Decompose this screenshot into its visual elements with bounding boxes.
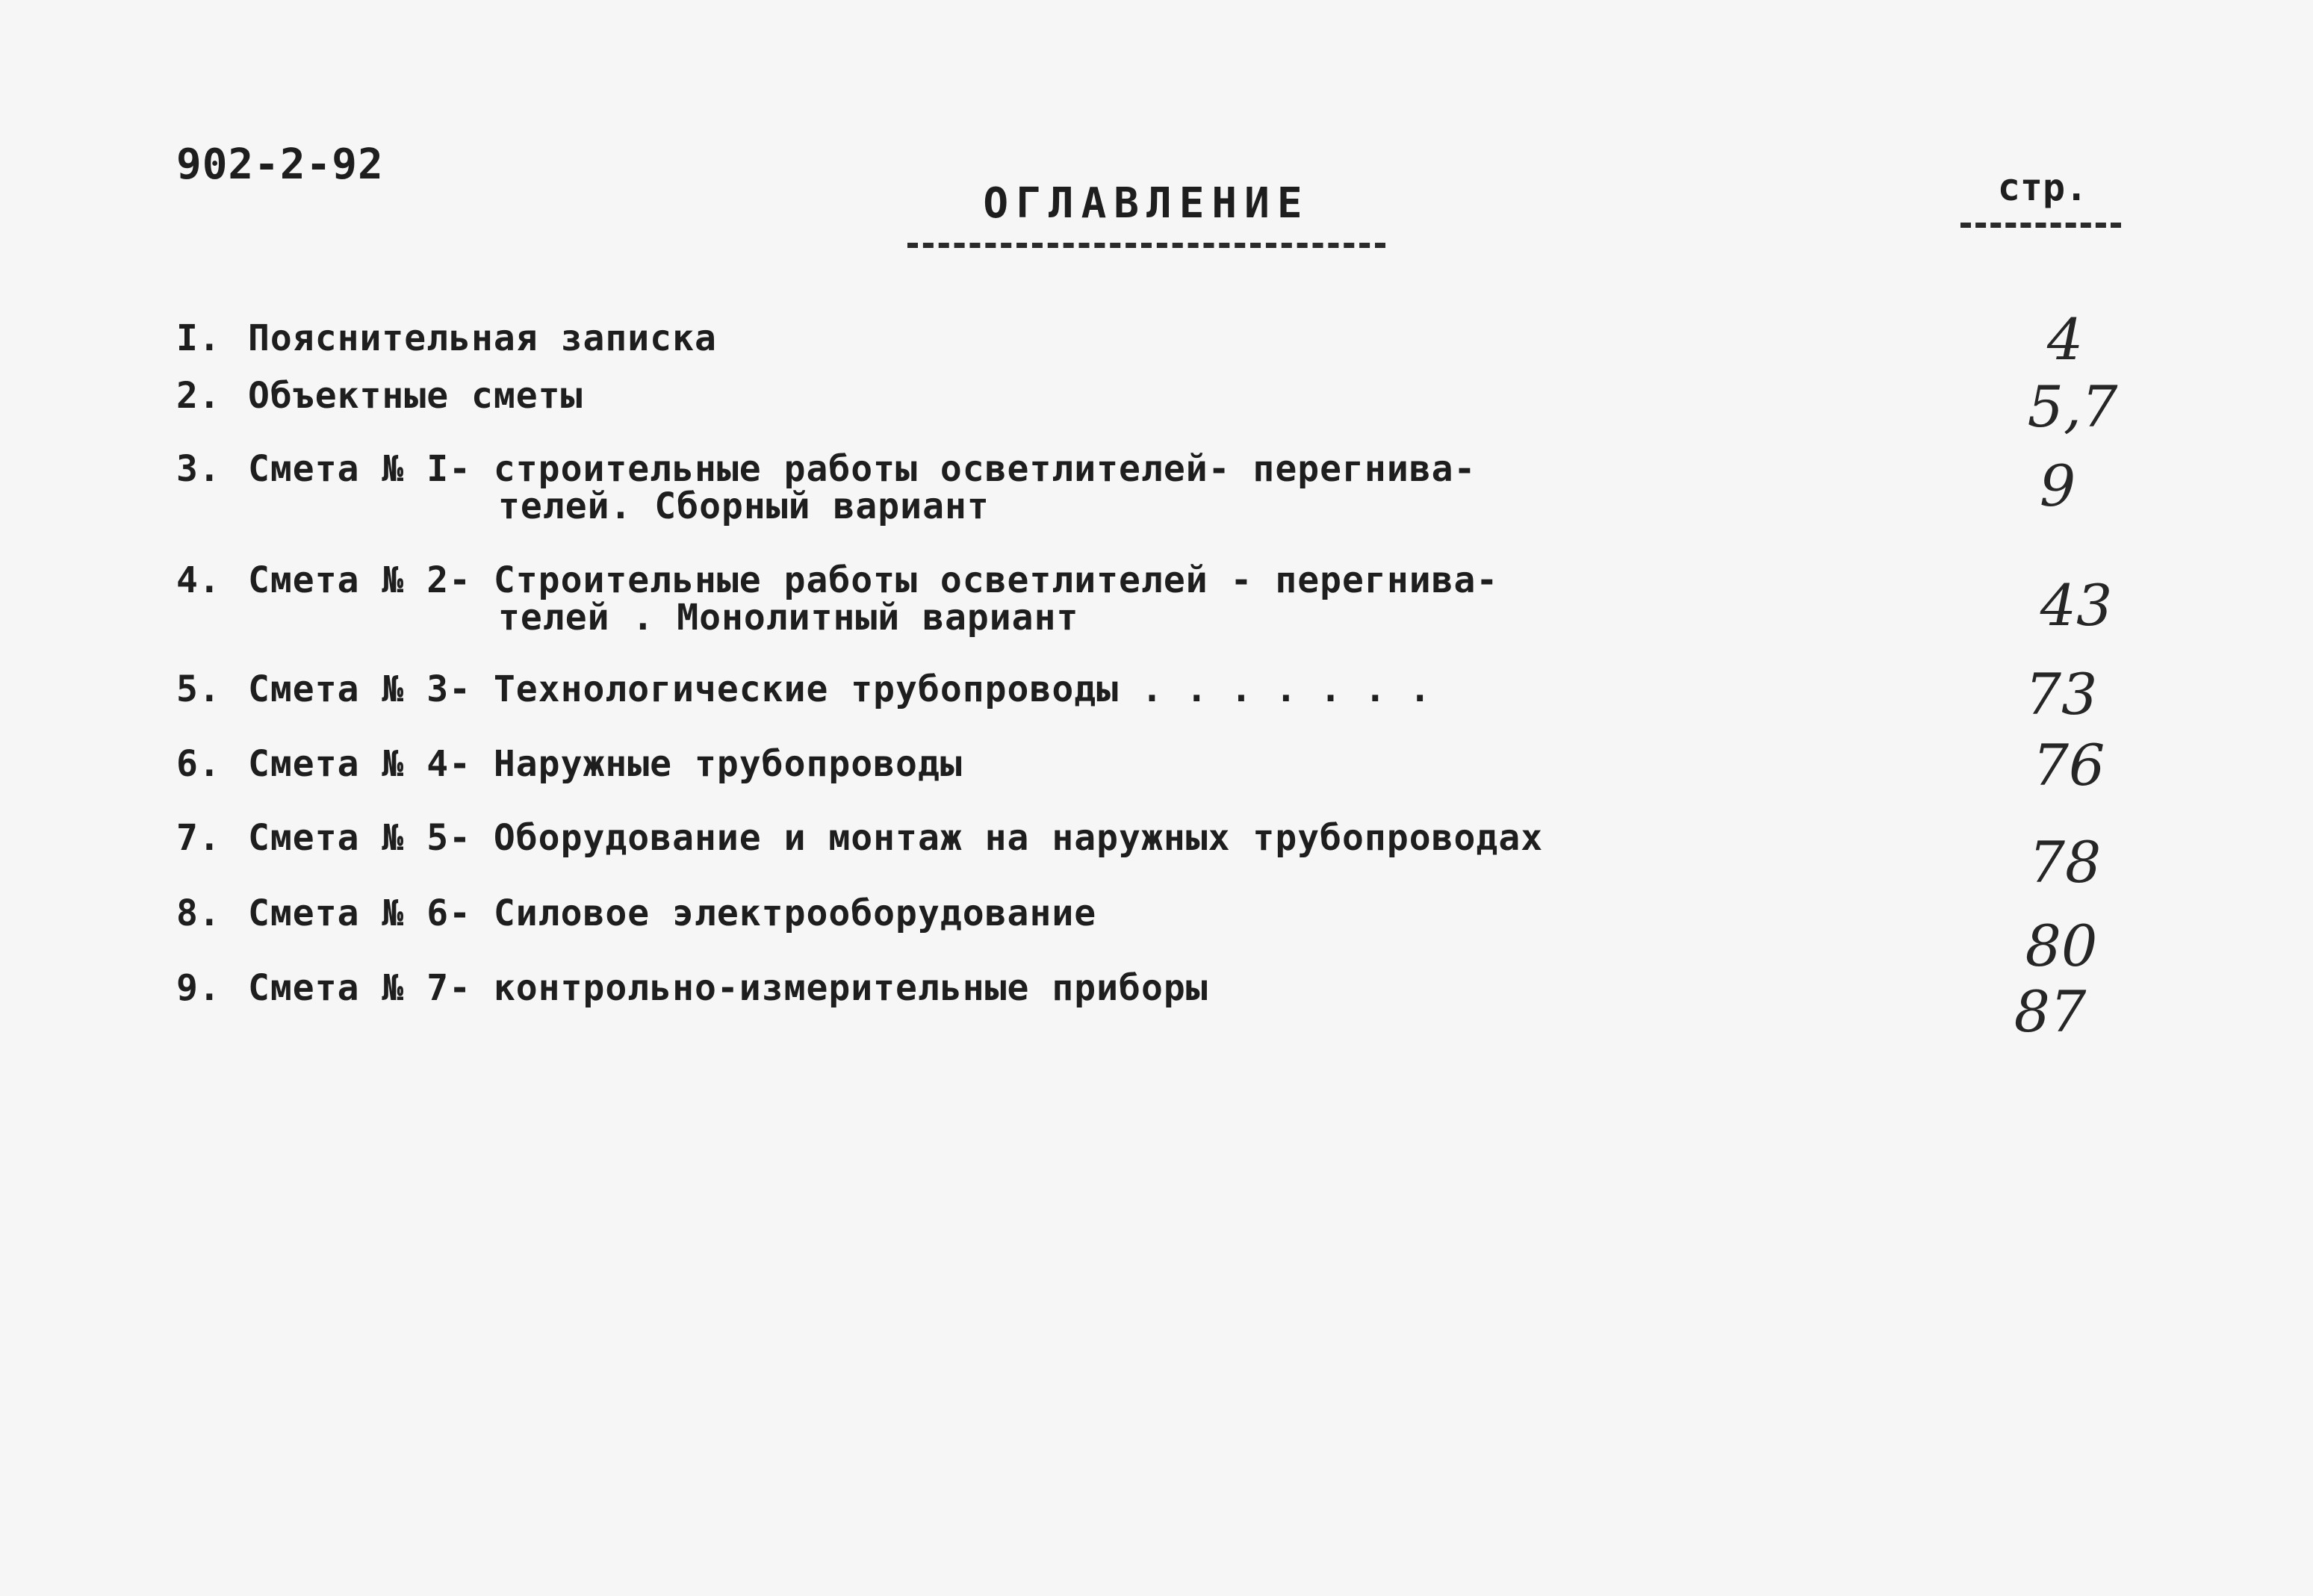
toc-entry-page: 78 bbox=[2028, 829, 2102, 895]
toc-entry-label: Смета № 6- Силовое электрооборудование bbox=[248, 892, 1097, 934]
toc-entry-label: Смета № 7- контрольно-измерительные приборы bbox=[248, 967, 1208, 1009]
toc-entry-label: Пояснительная записка bbox=[248, 317, 717, 359]
toc-entry-page: 9 bbox=[2039, 453, 2076, 519]
toc-entry-label: Смета № 3- Технологические трубопроводы . . . . . . . bbox=[248, 668, 1432, 710]
toc-entry bbox=[176, 450, 1476, 488]
toc-entry bbox=[176, 375, 583, 417]
page-column-header: стр. bbox=[1997, 166, 2088, 209]
toc-entry-number: I. bbox=[176, 317, 221, 359]
document-code: 902-2-92 bbox=[176, 140, 384, 189]
toc-entry-continuation: телей. Сборный вариант bbox=[498, 485, 990, 527]
toc-entry-number: 8. bbox=[176, 892, 221, 934]
toc-entry bbox=[176, 819, 1543, 857]
toc-entry-page: 4 bbox=[2046, 306, 2084, 373]
toc-entry-label: Смета № 5- Оборудование и монтаж на наружных трубопроводах bbox=[248, 817, 1544, 859]
toc-entry-number: 5. bbox=[176, 668, 221, 710]
toc-entry bbox=[176, 892, 1097, 934]
toc-entry bbox=[176, 559, 1499, 601]
toc-entry-number: 6. bbox=[176, 743, 221, 785]
toc-entry-number: 3. bbox=[176, 448, 221, 490]
toc-entry-number: 7. bbox=[176, 817, 221, 859]
toc-entry-page: 87 bbox=[2014, 978, 2087, 1045]
title-underline bbox=[907, 243, 1385, 248]
toc-entry-page: 73 bbox=[2025, 661, 2098, 727]
toc-entry-label: Смета № 2- Строительные работы осветлителей - перегнива- bbox=[248, 559, 1499, 601]
toc-entry-number: 9. bbox=[176, 967, 221, 1009]
toc-entry bbox=[176, 745, 963, 783]
toc-entry bbox=[176, 969, 1208, 1007]
toc-entry-page: 43 bbox=[2040, 572, 2113, 639]
toc-entry-continuation: телей . Монолитный вариант bbox=[498, 597, 1079, 639]
toc-entry-label: Смета № 4- Наружные трубопроводы bbox=[248, 743, 963, 785]
toc-entry-label: Смета № I- строительные работы осветлителей- перегнива- bbox=[248, 448, 1477, 490]
toc-entry-page: 5,7 bbox=[2027, 373, 2118, 440]
page-column-underline bbox=[1960, 223, 2121, 228]
toc-entry-page: 80 bbox=[2025, 913, 2098, 979]
toc-entry-number: 2. bbox=[176, 375, 221, 417]
toc-entry-page: 76 bbox=[2032, 732, 2105, 798]
document-title: ОГЛАВЛЕНИЕ bbox=[983, 179, 1310, 228]
toc-entry bbox=[176, 317, 717, 359]
toc-entry-label: Объектные сметы bbox=[248, 375, 583, 417]
toc-entry bbox=[176, 668, 1432, 710]
toc-entry-number: 4. bbox=[176, 559, 221, 601]
